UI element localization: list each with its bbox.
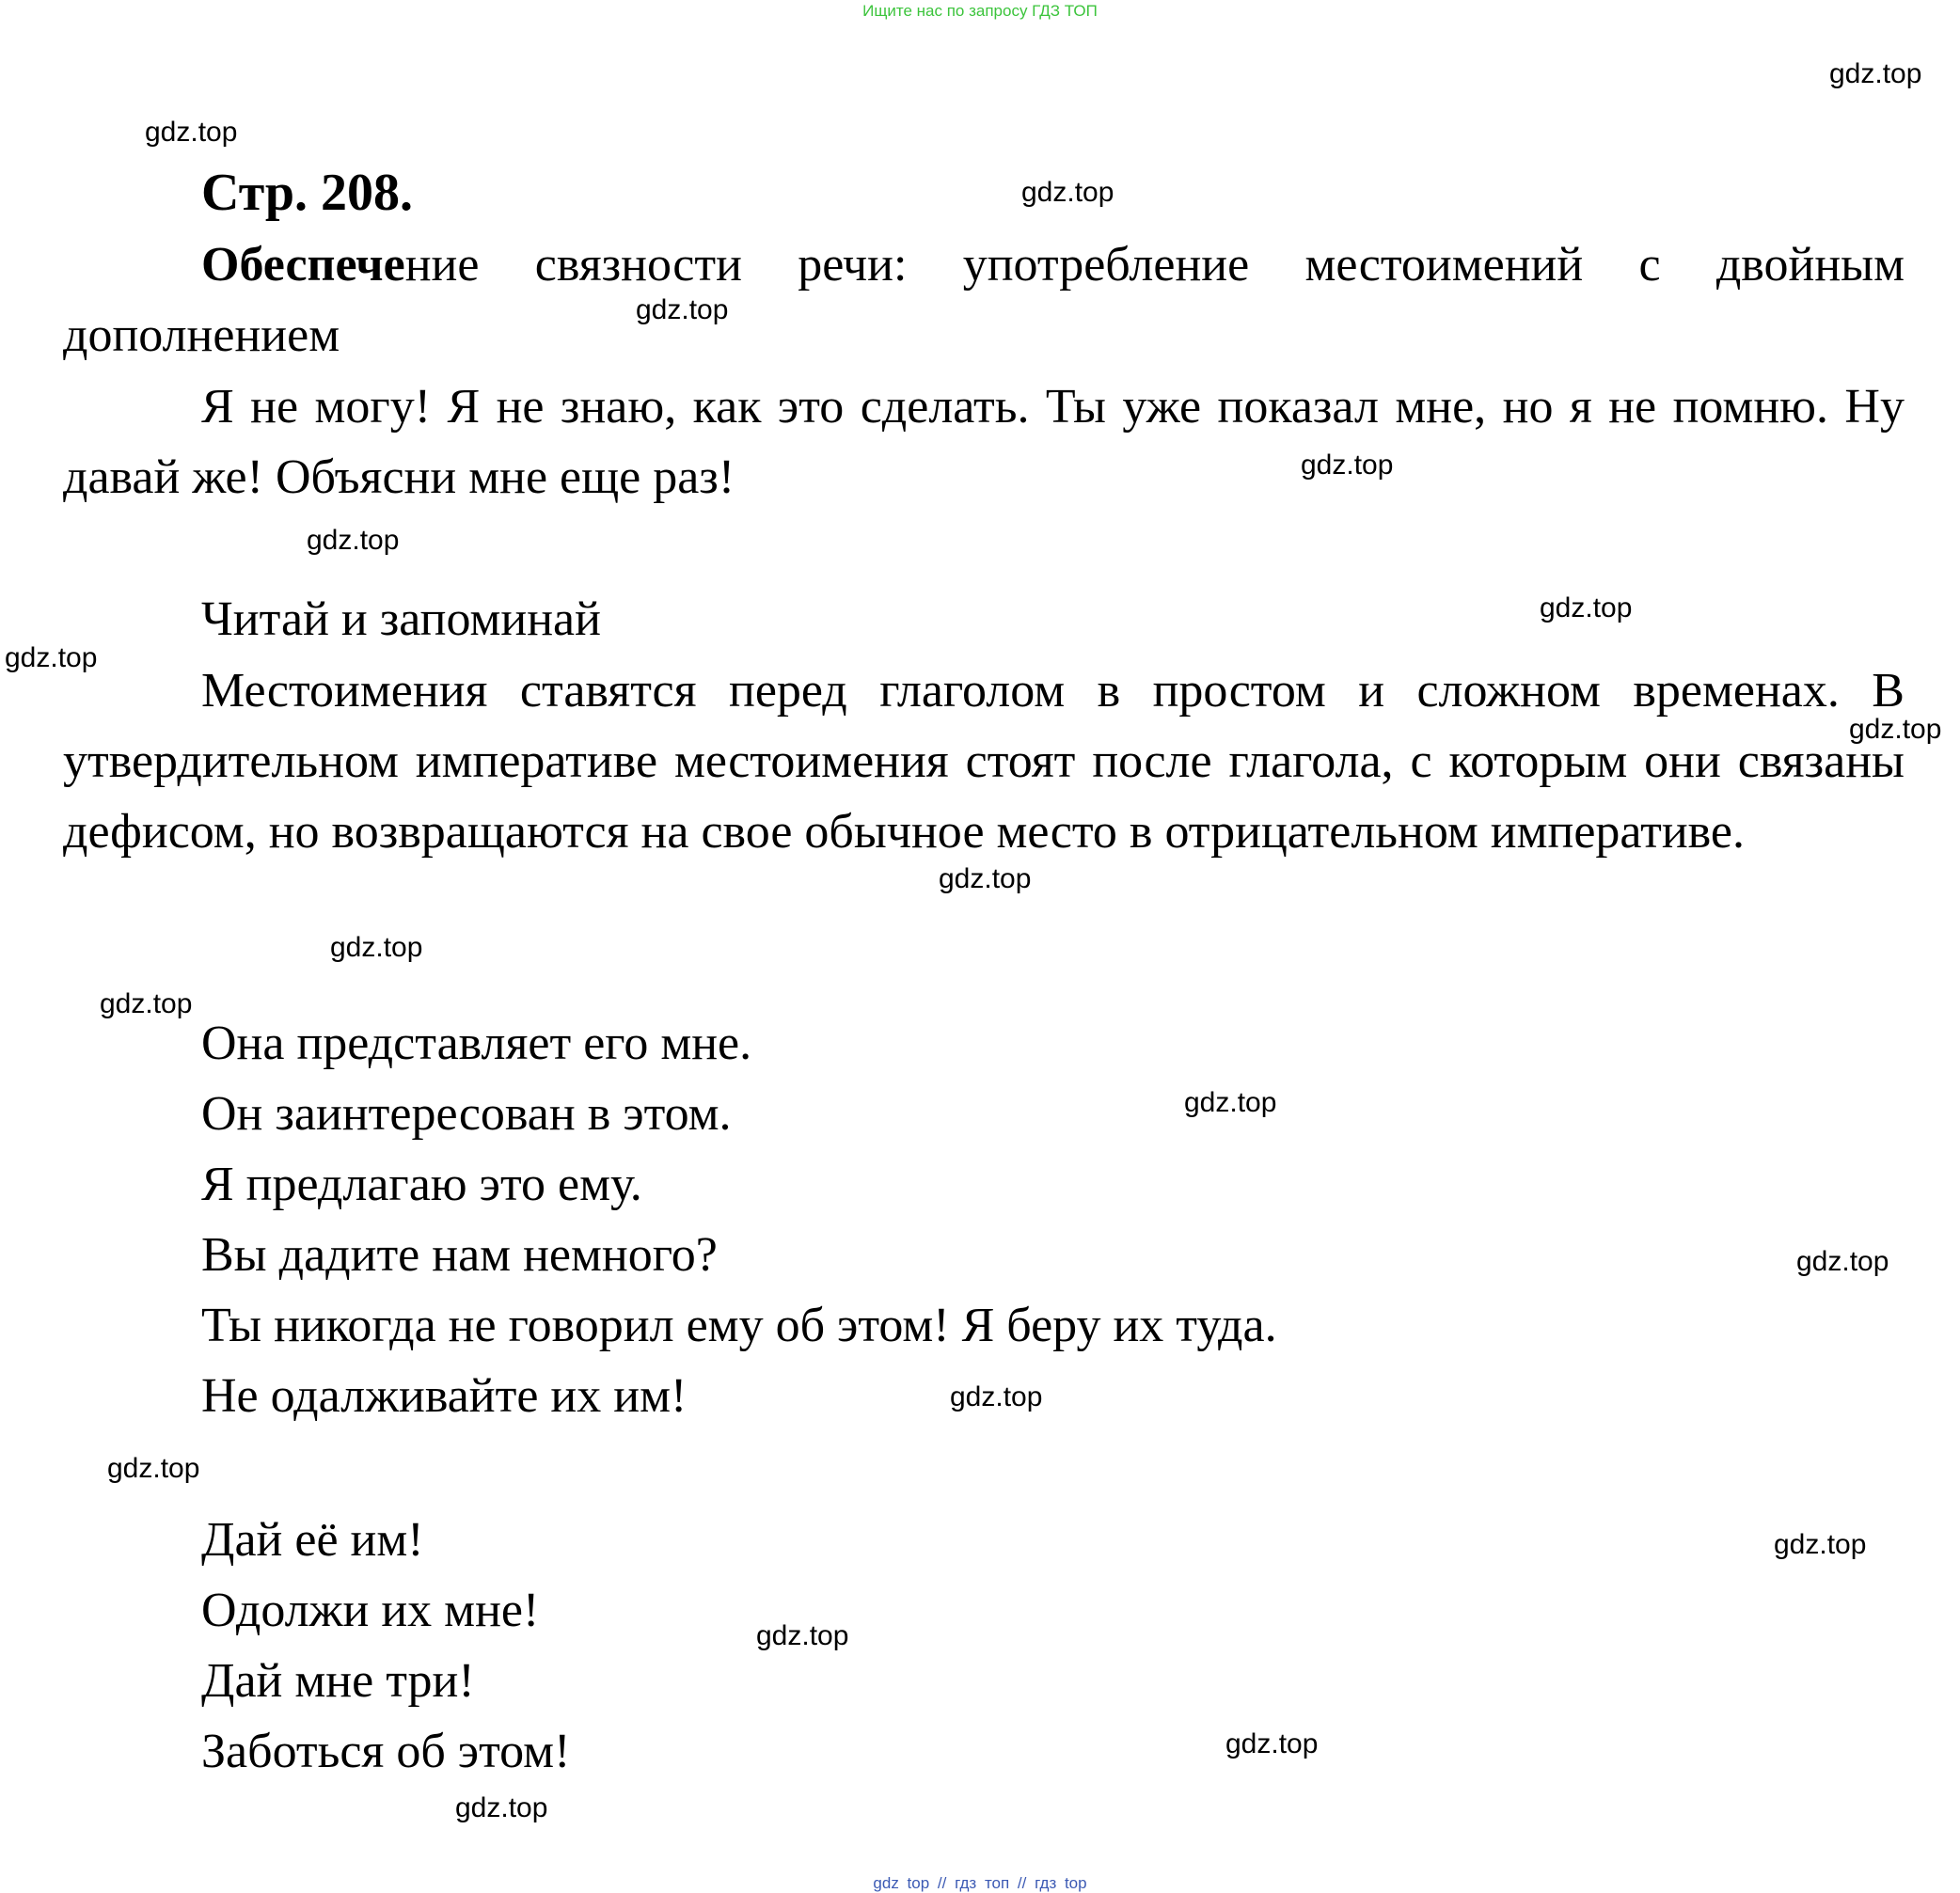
watermark: gdz.top xyxy=(455,1792,548,1823)
rule-heading: Читай и запоминай xyxy=(201,592,601,646)
page-number-heading: Стр. 208. xyxy=(201,164,414,222)
watermark: gdz.top xyxy=(5,642,98,673)
watermark: gdz.top xyxy=(107,1453,200,1484)
topic-paragraph xyxy=(63,229,1905,371)
watermark: gdz.top xyxy=(1829,58,1922,89)
exercise-paragraph: Я не могу! Я не знаю, как это сделать. Ты уже показал мне, но я не помню. Ну давай же! Объясни мне еще раз! xyxy=(63,380,1905,504)
watermark: gdz.top xyxy=(636,294,729,325)
watermark: gdz.top xyxy=(1796,1246,1889,1277)
watermark: gdz.top xyxy=(756,1620,849,1651)
example-line: Вы дадите нам немного? xyxy=(201,1228,718,1282)
watermark: gdz.top xyxy=(1301,450,1394,481)
watermark: gdz.top xyxy=(1184,1087,1277,1118)
bottom-banner[interactable]: gdz top // гдз топ // гдз top xyxy=(873,1874,1087,1892)
example-line: Дай её им! xyxy=(201,1513,424,1567)
topic-rest: ние связности речи: употребление местоимений с двойным дополнением xyxy=(63,238,1905,362)
watermark: gdz.top xyxy=(100,988,193,1019)
watermark: gdz.top xyxy=(1225,1728,1319,1759)
watermark: gdz.top xyxy=(1540,592,1633,623)
watermark: gdz.top xyxy=(145,117,238,148)
example-line: Заботься об этом! xyxy=(201,1725,571,1778)
watermark: gdz.top xyxy=(307,525,400,556)
watermark: gdz.top xyxy=(330,932,423,963)
watermark: gdz.top xyxy=(1021,177,1114,208)
example-line: Я предлагаю это ему. xyxy=(201,1158,642,1211)
example-line: Он заинтересован в этом. xyxy=(201,1087,732,1141)
watermark: gdz.top xyxy=(1774,1529,1867,1560)
topic-bold-part: Обеспече xyxy=(201,238,405,292)
example-line: Не одалживайте их им! xyxy=(201,1369,688,1423)
example-line: Она представляет его мне. xyxy=(201,1017,752,1070)
example-line: Ты никогда не говорил ему об этом! Я беру их туда. xyxy=(201,1299,1277,1352)
rule-paragraph: Местоимения ставятся перед глаголом в простом и сложном временах. В утвердительном императиве местоимения стоят после глагола, с которым они связаны дефисом, но возвращаются на свое обычное место в отрицательном императиве. xyxy=(63,664,1905,859)
watermark: gdz.top xyxy=(939,863,1032,894)
watermark: gdz.top xyxy=(1849,714,1942,745)
example-line: Одолжи их мне! xyxy=(201,1584,540,1637)
watermark: gdz.top xyxy=(950,1381,1043,1412)
example-line: Дай мне три! xyxy=(201,1654,475,1708)
top-banner[interactable]: Ищите нас по запросу ГДЗ ТОП xyxy=(862,2,1098,20)
